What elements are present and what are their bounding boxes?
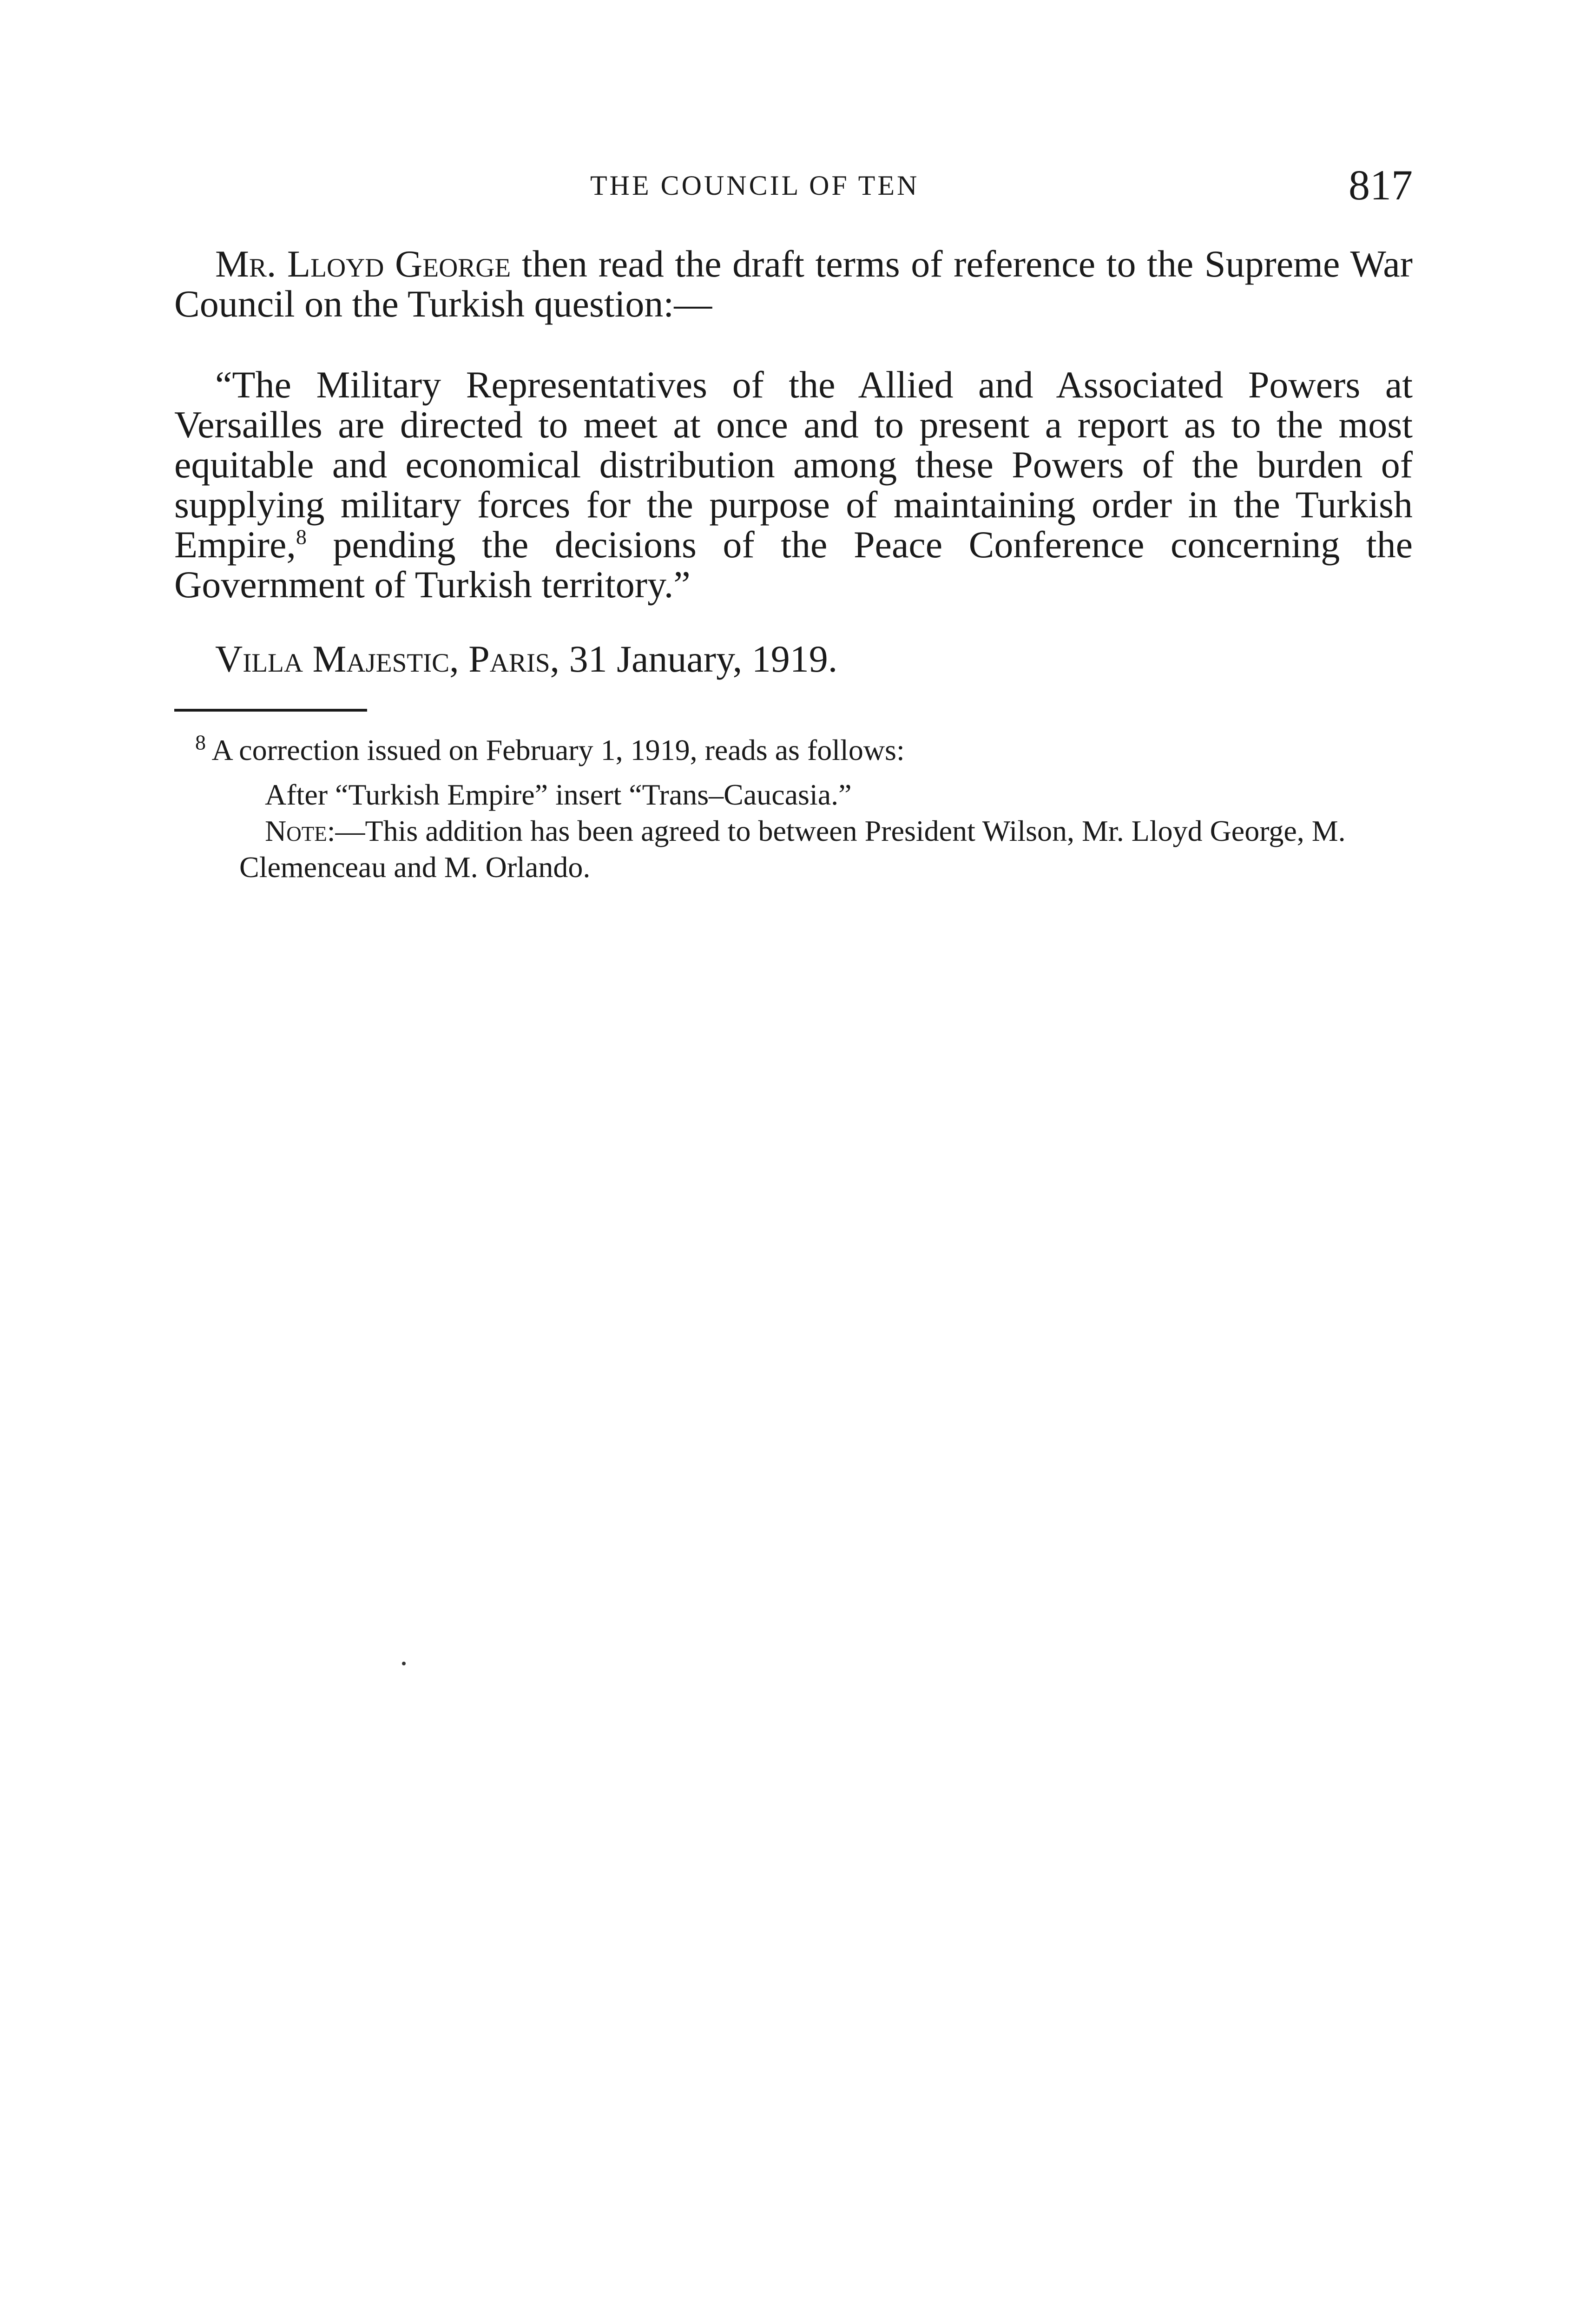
footnote-note-label: Note — [265, 814, 327, 847]
signoff-block — [215, 639, 1454, 679]
footnote-text: A correction issued on February 1, 1919, reads as follows: — [206, 733, 905, 766]
quote-paragraph — [174, 365, 1413, 605]
intro-paragraph — [174, 244, 1413, 324]
footnote-note — [239, 813, 1413, 885]
page-number: 817 — [1349, 161, 1413, 209]
quote-text-before: “The Military Representatives of the Allied and Associated Powers at Versailles are directed to meet at once and to present a report as to the most equitable and economical distribution among these Powers of the burden of supplying military forces for the purpose of maintaining order in the Turkish Empire, — [174, 363, 1413, 566]
footnote-marker: 8 — [195, 730, 206, 754]
intro-text: then read the draft terms of reference to the Supreme War Council on the Turkish question:— — [174, 243, 1413, 325]
footnote-line-1 — [195, 732, 1413, 768]
quote-paragraph-block — [174, 365, 1413, 605]
signoff-date: 31 January, 1919. — [559, 638, 838, 680]
footnote-divider — [174, 709, 367, 712]
footnote — [195, 732, 1413, 885]
signoff-line — [215, 639, 1454, 679]
footnote-line-2: After “Turkish Empire” insert “Trans–Caucasia.” — [265, 778, 852, 811]
footnote-note-text: :—This addition has been agreed to between President Wilson, Mr. Lloyd George, M. Clemenceau and M. Orlando. — [239, 814, 1346, 884]
print-speck — [402, 1662, 406, 1665]
quote-text-after: pending the decisions of the Peace Conference concerning the Government of Turkish territory.” — [174, 523, 1413, 606]
speaker-name: Mr. Lloyd George — [215, 243, 511, 285]
intro-paragraph-block — [174, 244, 1413, 324]
running-title: THE COUNCIL OF TEN — [590, 170, 920, 201]
footnote-reference: 8 — [296, 525, 307, 549]
signoff-place: Villa Majestic, Paris, — [215, 638, 560, 680]
